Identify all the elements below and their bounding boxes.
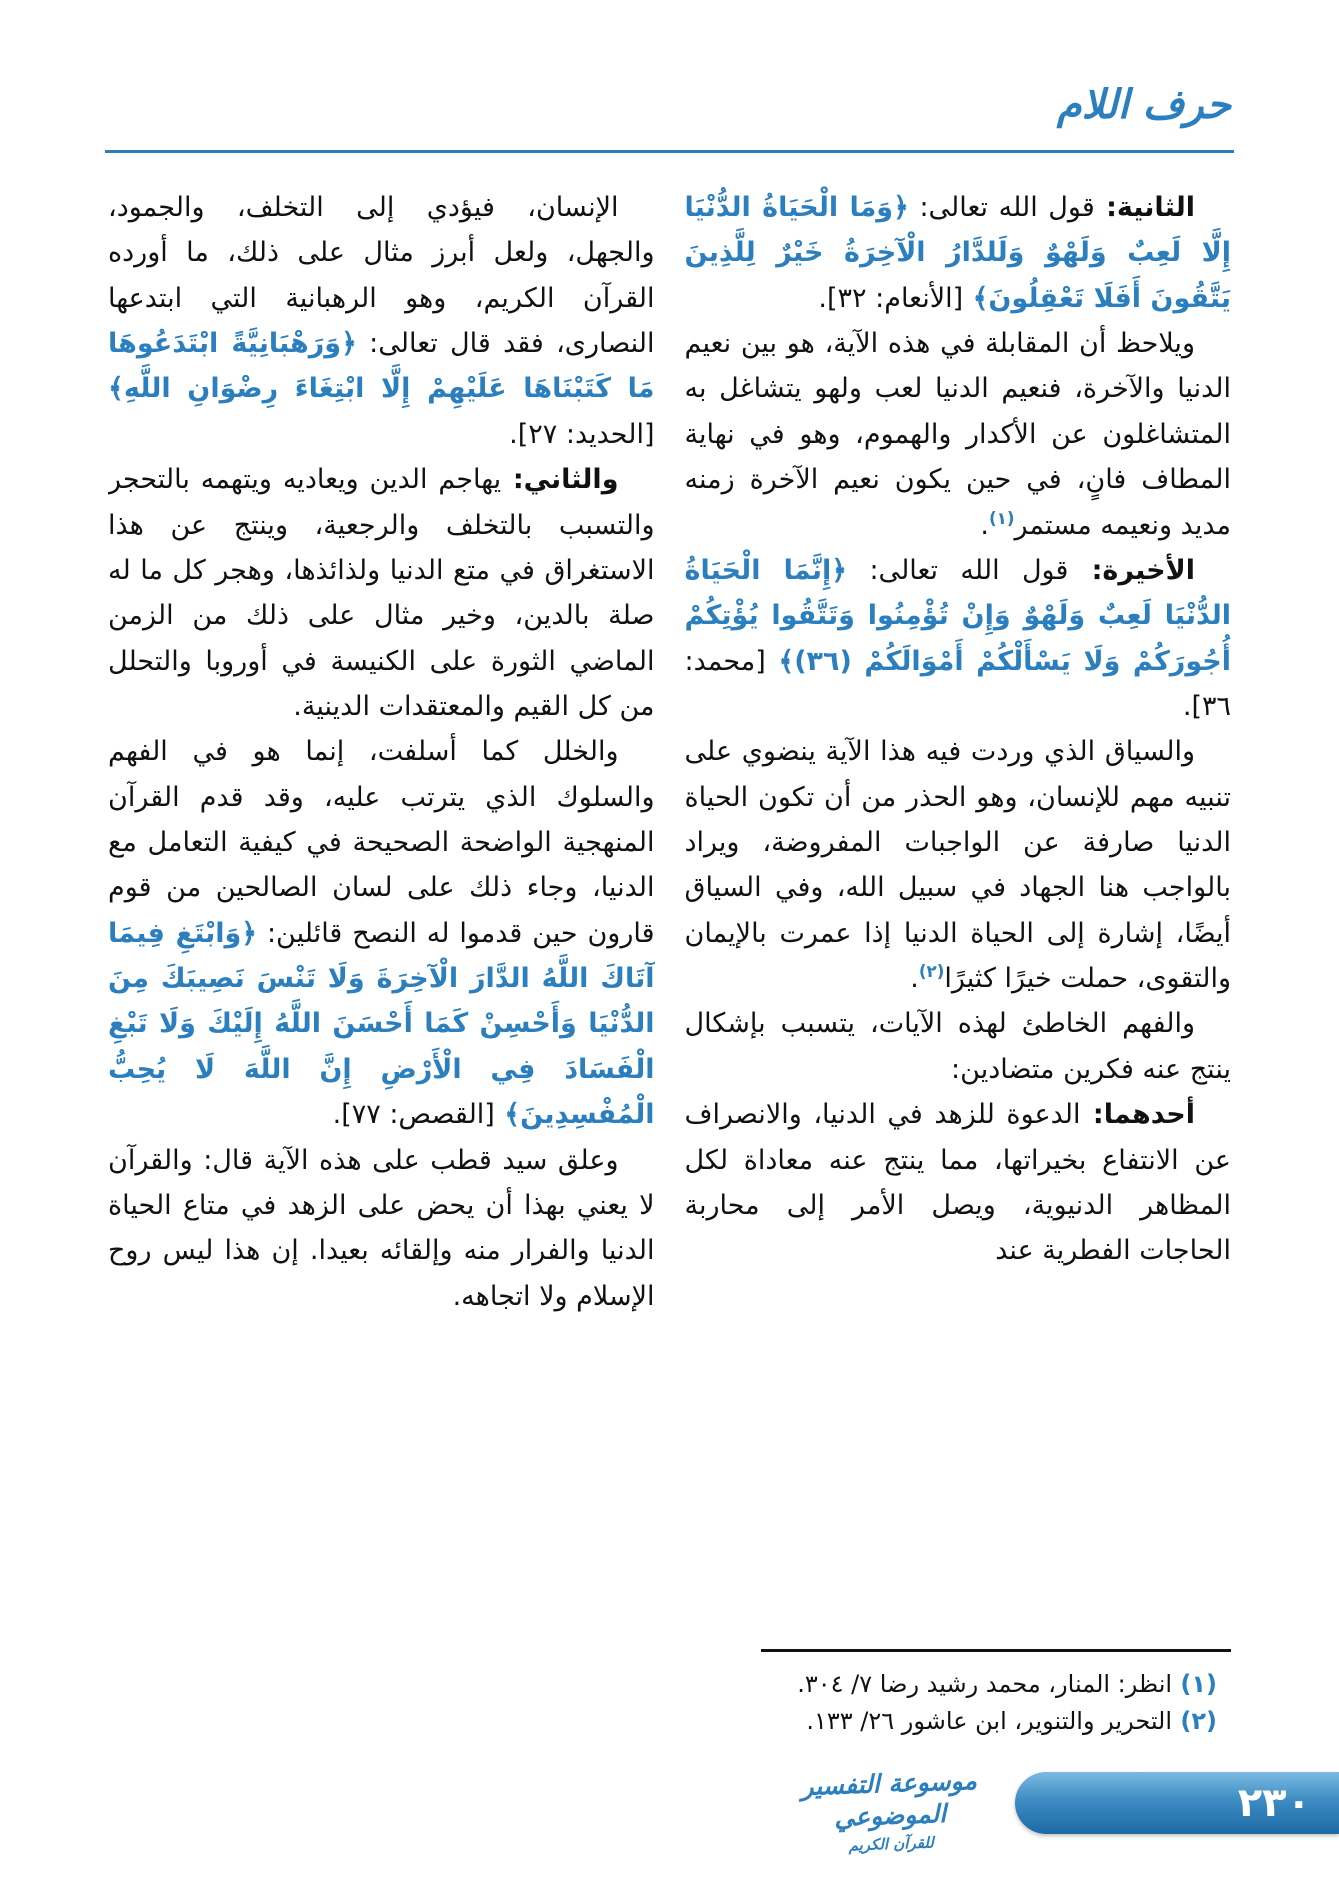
page-content	[108, 185, 1231, 1740]
left-column-paragraphs	[108, 185, 655, 1319]
paragraph	[685, 185, 1232, 321]
quran-verse: ﴿وَابْتَغِ فِيمَا آتَاكَ اللَّهُ الدَّارَ الْآخِرَةَ وَلَا تَنْسَ نَصِيبَكَ مِنَ الدُّنْيَا وَأَحْسِنْ كَمَا أَحْسَنَ اللَّهُ إِلَيْكَ وَلَا تَبْغِ الْفَسَادَ فِي الْأَرْضِ إِنَّ اللَّهَ لَا يُحِبُّ الْمُفْسِدِينَ﴾	[108, 917, 655, 1131]
body-text: [محمد: ٣٦].	[684, 645, 1231, 722]
quran-verse: ﴿إِنَّمَا الْحَيَاةُ الدُّنْيَا لَعِبٌ وَلَهْوٌ وَإِنْ تُؤْمِنُوا وَتَتَّقُوا يُؤْتِكُمْ أُجُورَكُمْ وَلَا يَسْأَلْكُمْ أَمْوَالَكُمْ (٣٦)﴾	[684, 554, 1231, 677]
footnote-text: التحرير والتنوير، ابن عاشور ٢٦/ ١٣٣.	[806, 1706, 1173, 1735]
paragraph	[685, 321, 1232, 548]
footnote-ref-marker: (١)	[988, 507, 1015, 528]
paragraph	[108, 185, 655, 457]
publisher-seal-title: موسوعة التفسير الموضوعي	[800, 1766, 978, 1832]
body-text: الإنسان، فيؤدي إلى التخلف، والجمود، والجهل، ولعل أبرز مثال على ذلك، ما أورده القرآن الكريم، وهو الرهبانية التي ابتدعها النصارى، فقد قال تعالى:	[108, 192, 655, 360]
right-column	[685, 185, 1232, 1740]
footnote-marker: (١)	[1172, 1669, 1217, 1698]
footnote-text: انظر: المنار، محمد رشيد رضا ٧/ ٣٠٤.	[797, 1669, 1173, 1698]
paragraph	[108, 1138, 655, 1319]
body-text: والسياق الذي وردت فيه هذا الآية ينضوي على تنبيه مهم للإنسان، وهو الحذر من أن تكون الحياة الدنيا صارفة عن الواجبات المفروضة، ويراد بالواجب هنا الجهاد في سبيل الله، وفي السياق أيضًا، إشارة إلى الحياة الدنيا إذا عمرت بالإيمان والتقوى، حملت خيرًا كثيرًا	[684, 736, 1231, 995]
quran-verse: ﴿وَمَا الْحَيَاةُ الدُّنْيَا إِلَّا لَعِبٌ وَلَهْوٌ وَلَلدَّارُ الْآخِرَةُ خَيْرٌ لِلَّذِينَ يَتَّقُونَ أَفَلَا تَعْقِلُونَ﴾	[684, 192, 1231, 314]
body-text: والخلل كما أسلفت، إنما هو في الفهم والسلوك الذي يترتب عليه، وقد قدم القرآن المنهجية الواضحة الصحيحة في كيفية التعامل مع الدنيا، وجاء ذلك على لسان الصالحين من قوم قارون حين قدموا له النصح قائلين:	[108, 736, 655, 949]
body-text: قول الله تعالى:	[908, 192, 1095, 223]
footnote-marker: (٢)	[1172, 1706, 1217, 1735]
section-heading: حرف اللام	[1056, 82, 1231, 128]
footnote-divider	[761, 1649, 1231, 1652]
footnote-list	[685, 1666, 1232, 1740]
paragraph	[108, 457, 655, 729]
body-text: [القصص: ٧٧].	[332, 1099, 495, 1131]
publisher-seal	[773, 1744, 1007, 1877]
header-divider	[105, 150, 1234, 153]
footnote-ref-marker: (٢)	[918, 961, 945, 982]
lead-text: والثاني:	[501, 464, 619, 496]
body-text: .	[980, 509, 989, 541]
paragraph	[108, 729, 655, 1137]
paragraph	[685, 548, 1232, 729]
page-number: ٢٣٠	[1237, 1780, 1311, 1826]
body-text: وعلق سيد قطب على هذه الآية قال: والقرآن لا يعني بهذا أن يحض على الزهد في متاع الحياة الدنيا والفرار منه وإلقائه بعيدا. إن هذا ليس روح الإسلام ولا اتجاهه.	[108, 1144, 655, 1312]
footnotes-section	[685, 1641, 1232, 1740]
body-text: [الأنعام: ٣٢].	[818, 282, 964, 314]
body-text: قول الله تعالى:	[847, 554, 1069, 586]
lead-text: أحدهما:	[1080, 1099, 1196, 1131]
body-text: يهاجم الدين ويعاديه ويتهمه بالتحجر والتسبب بالتخلف والرجعية، وينتج عن هذا الاستغراق في متع الدنيا ولذائذها، وهجر كل ما له صلة بالدين، وخير مثال على ذلك من الزمن الماضي الثورة على الكنيسة في أوروبا والتحلل من كل القيم والمعتقدات الدينية.	[108, 464, 655, 722]
body-text: ويلاحظ أن المقابلة في هذه الآية، هو بين نعيم الدنيا والآخرة، فنعيم الدنيا لعب ولهو يتشاغل به المتشاغلون عن الأكدار والهموم، وهو في نهاية المطاف فانٍ، في حين يكون نعيم الآخرة زمنه مديد ونعيمه مستمر	[684, 328, 1231, 541]
quran-verse: ﴿وَرَهْبَانِيَّةً ابْتَدَعُوهَا مَا كَتَبْنَاهَا عَلَيْهِمْ إِلَّا ابْتِغَاءَ رِضْوَانِ اللَّهِ﴾	[108, 328, 655, 405]
paragraph	[685, 1092, 1232, 1273]
publisher-seal-subtitle: للقرآن الكريم	[848, 1833, 935, 1855]
body-text: والفهم الخاطئ لهذه الآيات، يتسبب بإشكال ينتج عنه فكرين متضادين:	[684, 1008, 1231, 1085]
page-number-band	[1015, 1772, 1339, 1834]
lead-text: الثانية:	[1094, 192, 1195, 223]
body-text: الدعوة للزهد في الدنيا، والانصراف عن الانتفاع بخيراتها، مما ينتج عنه معاداة لكل المظاهر الدنيوية، ويصل الأمر إلى محاربة الحاجات الفطرية عند	[684, 1099, 1231, 1267]
footnote	[685, 1703, 1232, 1740]
lead-text: الأخيرة:	[1068, 554, 1195, 586]
paragraph	[685, 729, 1232, 1001]
body-text: [الحديد: ٢٧].	[509, 418, 655, 450]
paragraph	[685, 1001, 1232, 1092]
left-column	[108, 185, 655, 1740]
right-column-paragraphs	[685, 185, 1232, 1274]
footnote	[685, 1666, 1232, 1703]
body-text: .	[910, 963, 919, 995]
